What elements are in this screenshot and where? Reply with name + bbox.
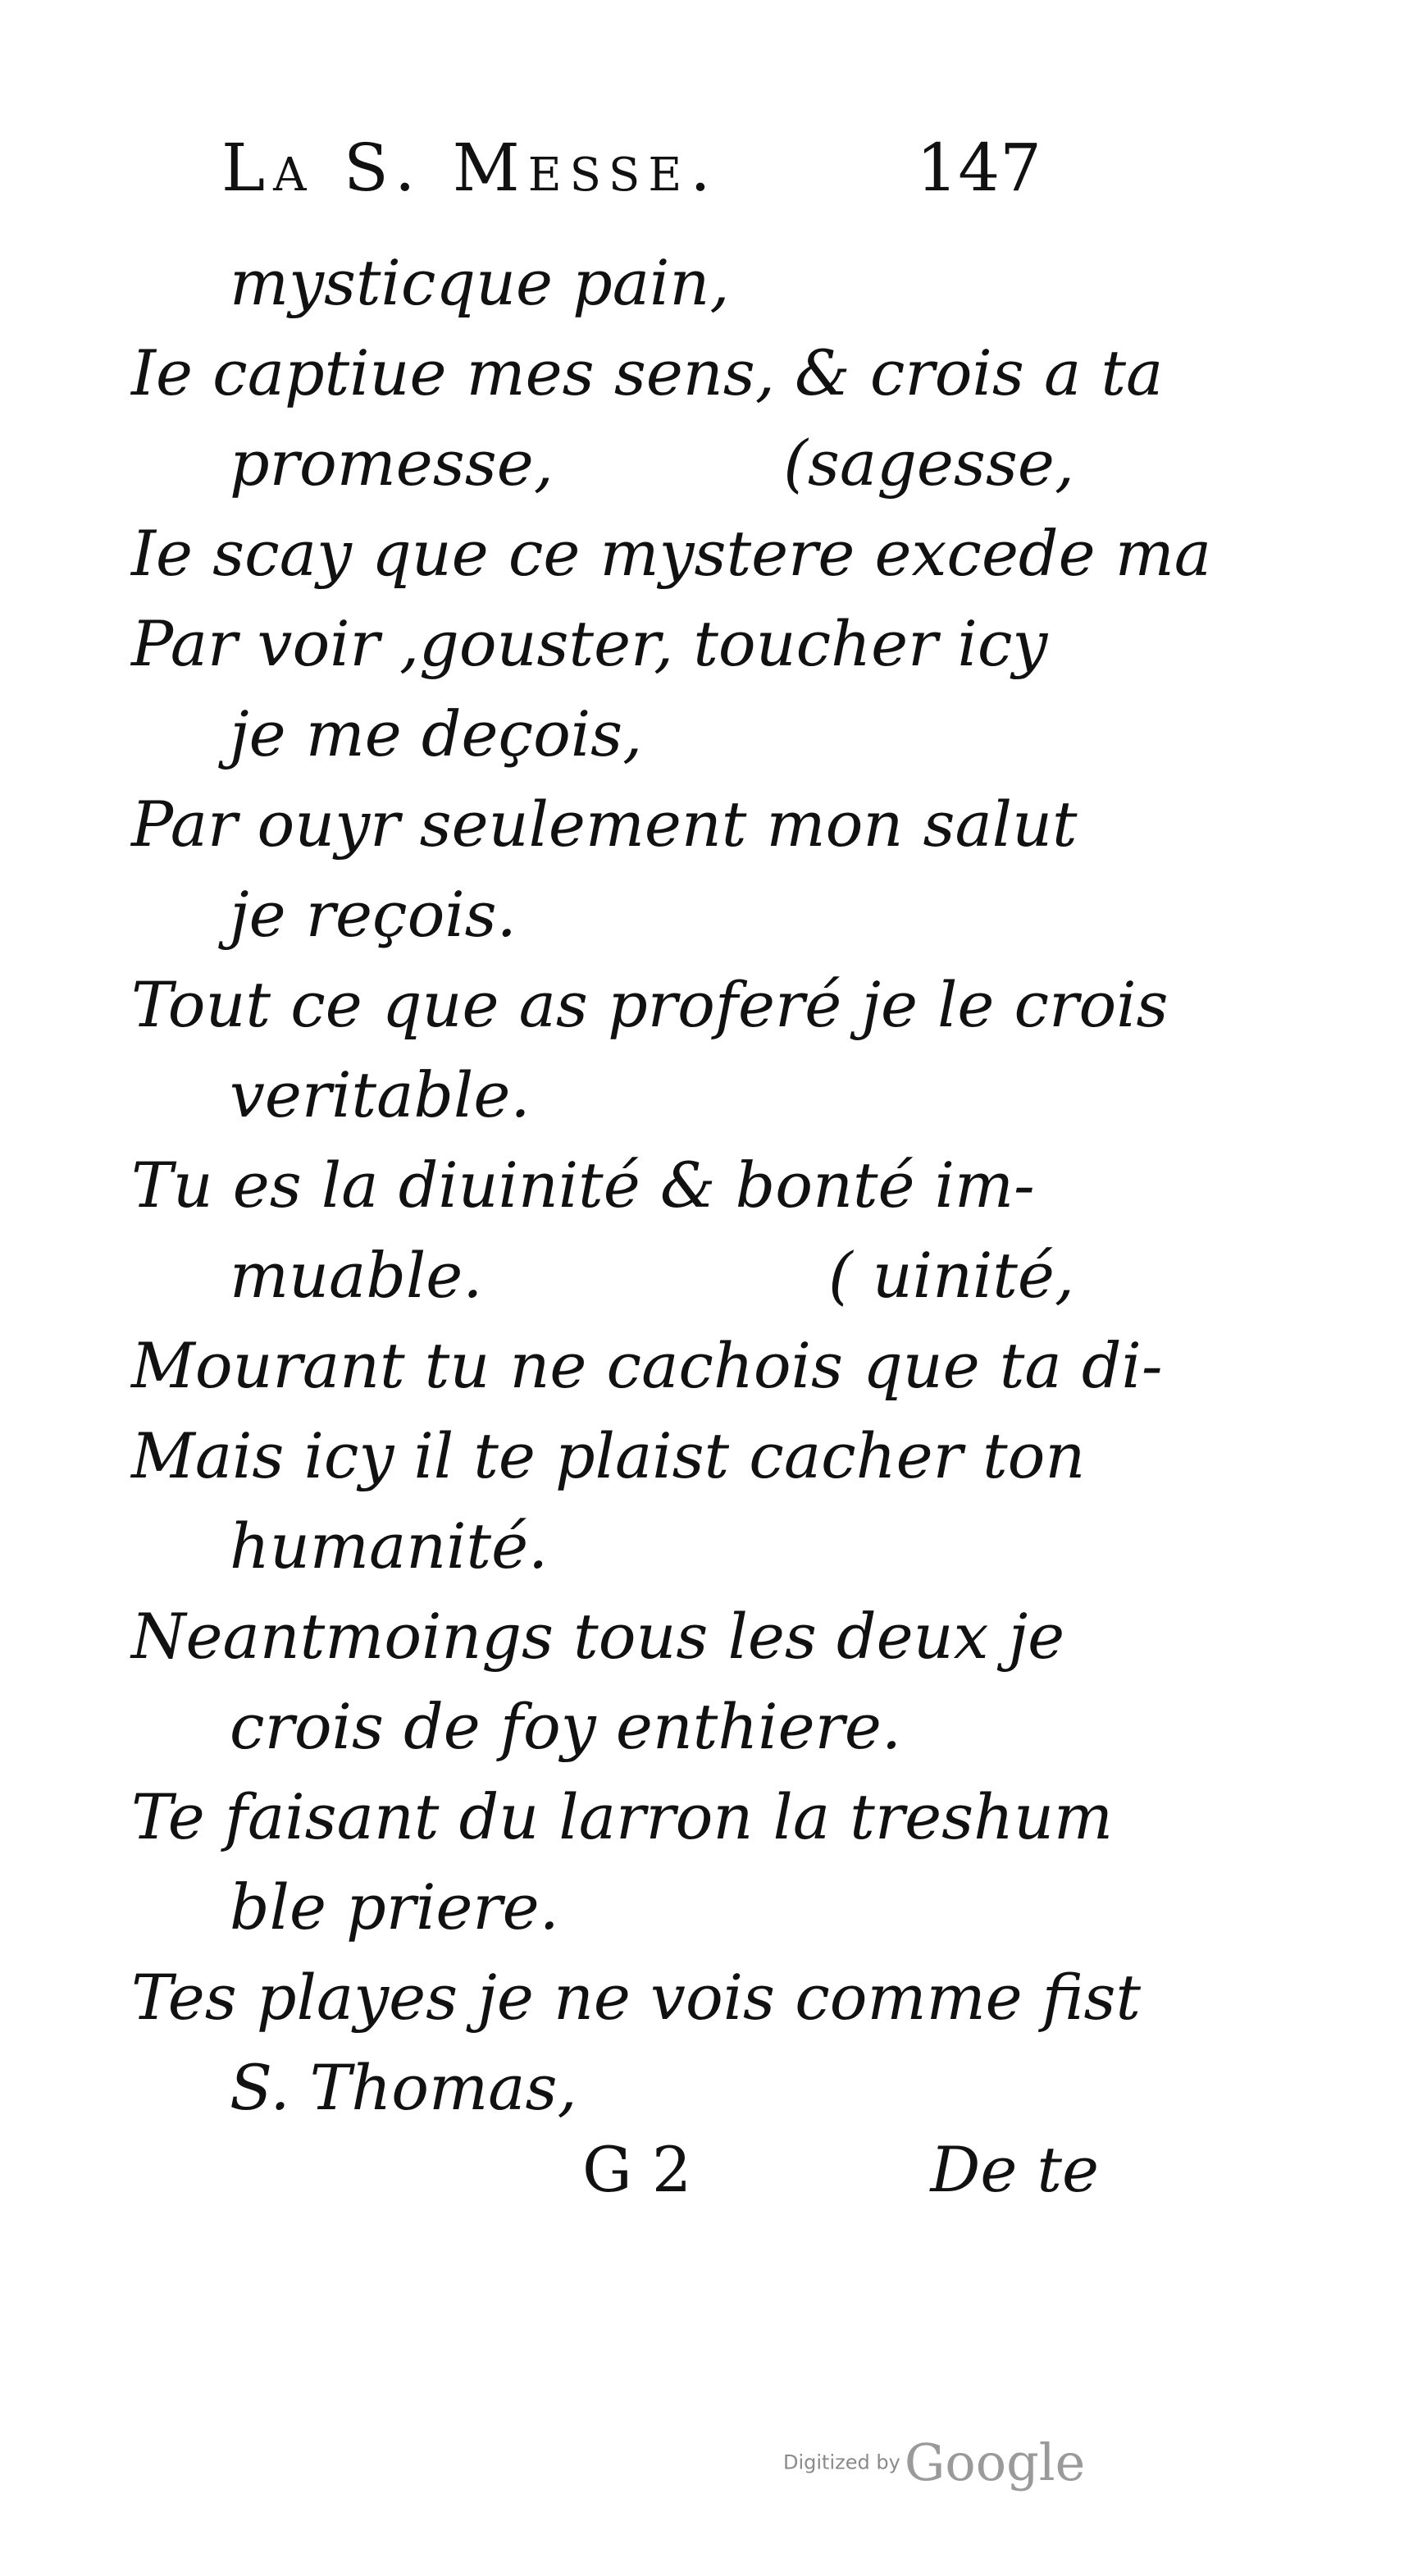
verse-line xyxy=(131,1140,1099,1231)
verse-line-text: Mourant tu ne cachois que ta di- xyxy=(131,1329,1163,1402)
verse-line-text: Tout ce que as proferé je le crois xyxy=(131,968,1169,1041)
verse-line xyxy=(131,418,1099,509)
verse-line xyxy=(131,1592,1099,1682)
verse-line-text: S. Thomas, xyxy=(230,2051,577,2124)
verse-line-text: muable. xyxy=(230,1239,483,1312)
verse-line-text: Neantmoings tous les deux je xyxy=(131,1600,1065,1673)
signature-mark: G 2 xyxy=(582,2133,692,2206)
verse-line xyxy=(131,599,1099,689)
verse-line xyxy=(131,779,1099,870)
verse-line xyxy=(131,1501,1099,1592)
verse-line-text: Par ouyr seulement mon salut xyxy=(131,788,1078,861)
verse-line-text: Tu es la diuinité & bonté im- xyxy=(131,1149,1035,1222)
verse-line-text: Par voir ,gouster, toucher icy xyxy=(131,607,1048,680)
page-number: 147 xyxy=(916,130,1042,206)
verse-line-text: crois de foy enthiere. xyxy=(230,1690,902,1763)
verse-line-turnover: (sagesse, xyxy=(783,427,1074,500)
verse-line xyxy=(131,689,1099,779)
google-logo: Google xyxy=(904,2432,1086,2492)
verse-line-text: humanité. xyxy=(230,1510,549,1583)
verse-line-turnover: ( uinité, xyxy=(828,1239,1074,1312)
verse-line xyxy=(131,1231,1099,1321)
verse-line-text: Mais icy il te plaist cacher ton xyxy=(131,1419,1086,1492)
verse-line-text: Tes playes je ne vois comme fist xyxy=(131,1961,1142,2034)
verse-line xyxy=(131,1862,1099,1953)
verse-line xyxy=(131,1953,1142,2043)
verse-line xyxy=(131,960,1169,1050)
verse-line-text: mysticque pain, xyxy=(230,246,730,319)
verse-line-text: Ie scay que ce mystere excede ma xyxy=(131,517,1212,590)
verse-line xyxy=(131,1772,1114,1862)
verse-line-text: veritable. xyxy=(230,1058,531,1131)
verse-line-text: je reçois. xyxy=(230,878,517,951)
page-footer xyxy=(574,2125,1099,2215)
verse-line-text: je me deçois, xyxy=(230,697,643,770)
verse-line xyxy=(131,2043,1099,2133)
verse-line xyxy=(131,1682,1099,1772)
running-head-title: La S. Messe. xyxy=(221,130,719,206)
verse-line xyxy=(131,238,1099,328)
verse-line xyxy=(131,1411,1099,1501)
verse-line xyxy=(131,1321,1163,1411)
catchword: De te xyxy=(930,2133,1099,2206)
verse-line-text: promesse, xyxy=(230,427,554,500)
running-head xyxy=(221,123,1042,213)
verse-line xyxy=(131,870,1099,960)
verse-line-text: Ie captiue mes sens, & crois a ta xyxy=(131,336,1164,409)
verse-line-text: ble priere. xyxy=(230,1870,559,1943)
verse-line xyxy=(131,1050,1099,1140)
verse-line xyxy=(131,328,1164,418)
digitized-label: Digitized by xyxy=(783,2450,900,2474)
verse-line xyxy=(131,509,1212,599)
verse-text xyxy=(131,238,1212,2133)
digitized-by-google-watermark xyxy=(783,2432,1085,2506)
verse-line-text: Te faisant du larron la treshum xyxy=(131,1780,1114,1853)
